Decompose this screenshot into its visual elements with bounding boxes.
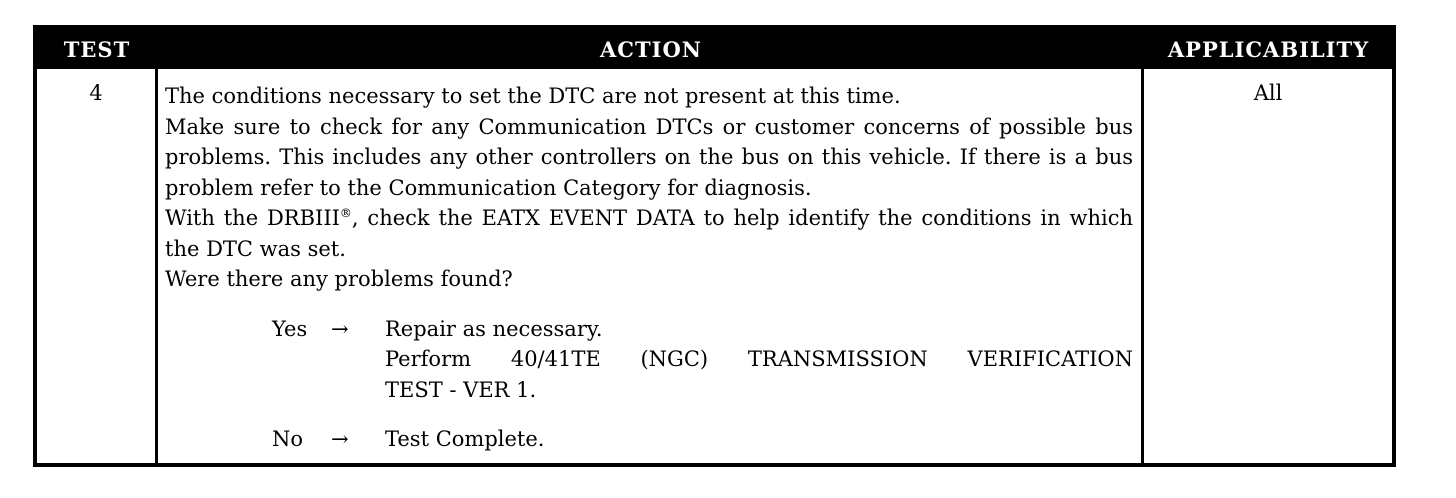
action-line: The conditions necessary to set the DTC are not present at this time. — [165, 84, 901, 108]
yes-result — [385, 314, 1133, 406]
arrow-right-icon: → — [331, 427, 349, 451]
yes-result-line: Repair as necessary. — [385, 316, 603, 341]
action-line: Make sure to check for any Communication DTCs or customer concerns of possible bus problems. This includes any other controllers on the bus on this vehicle. If there is a bus problem refer to the Communication Category for diagnosis. — [165, 114, 1133, 200]
column-divider — [1141, 69, 1144, 463]
action-line: With the DRBIII®, check the EATX EVENT DATA to help identify the conditions in which the DTC was set. — [165, 206, 1133, 261]
diagnostic-table — [33, 25, 1396, 467]
no-option — [165, 424, 1133, 455]
header-test: TEST — [63, 37, 131, 62]
arrow-right-icon: → — [331, 316, 349, 341]
no-result: Test Complete. — [385, 427, 545, 451]
yes-result-line: TEST - VER 1. — [385, 377, 537, 402]
no-label: No — [272, 427, 304, 451]
test-number: 4 — [89, 81, 103, 105]
table-header — [37, 29, 1392, 69]
header-action: ACTION — [600, 37, 702, 62]
yes-option — [165, 314, 1133, 406]
column-divider — [155, 69, 158, 463]
action-question: Were there any problems found? — [165, 267, 513, 291]
yes-label: Yes — [272, 316, 308, 341]
action-cell — [165, 81, 1133, 455]
header-applicability: APPLICABILITY — [1167, 37, 1370, 62]
applicability-value: All — [1253, 81, 1283, 105]
yes-result-line: Perform 40/41TE (NGC) TRANSMISSION VERIFICATION — [385, 347, 1133, 371]
